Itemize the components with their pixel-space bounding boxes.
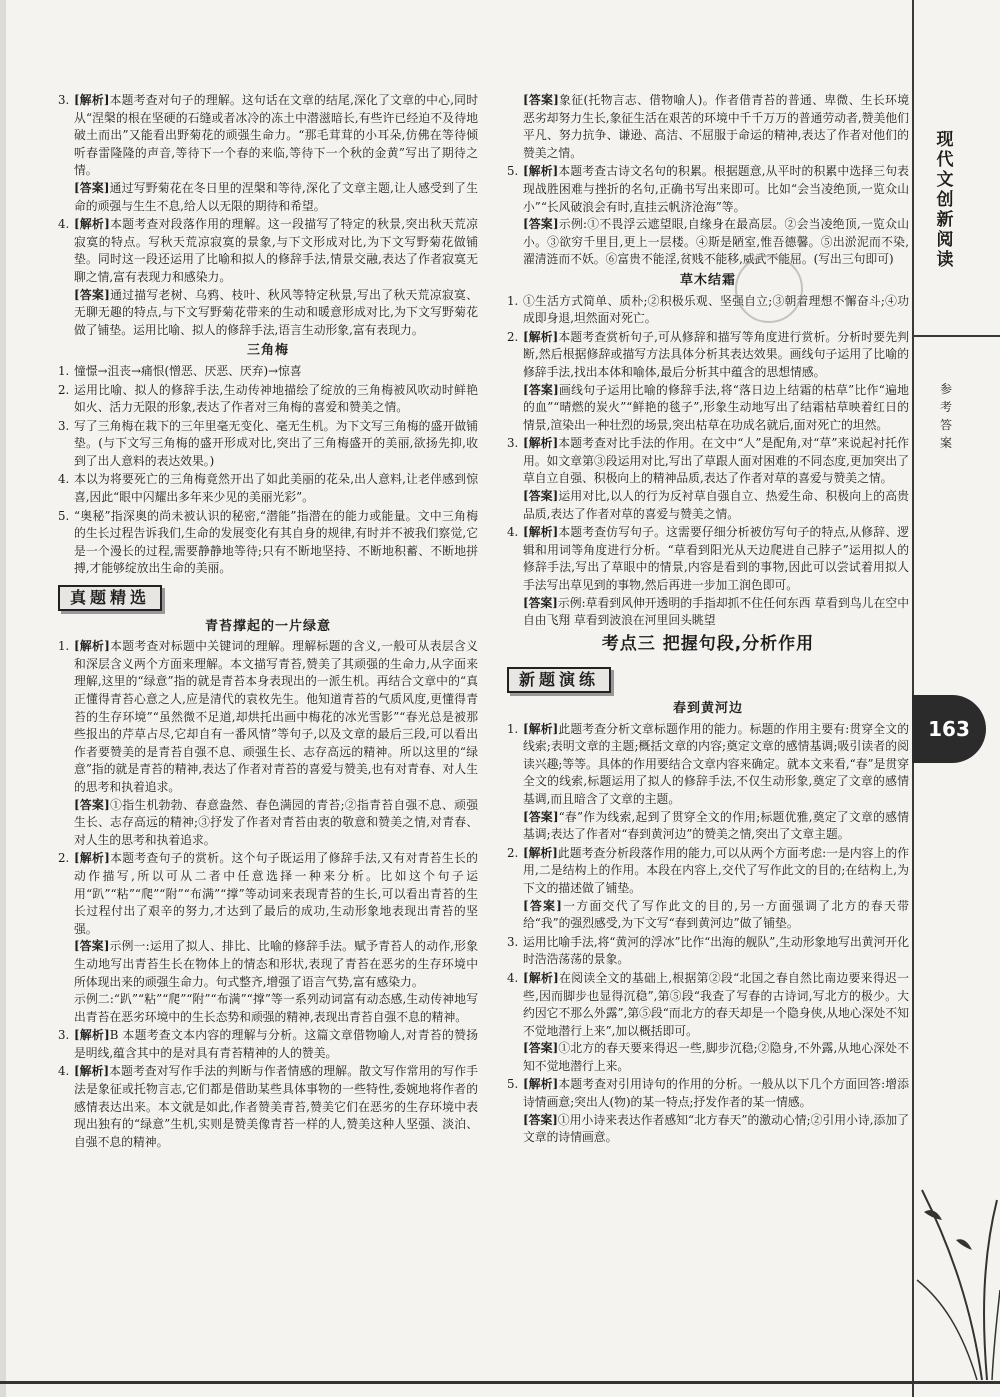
answer-paragraph: [523, 1112, 909, 1147]
heading-sanjiaomei: 三角梅: [246, 343, 289, 359]
answer-paragraph: [74, 1063, 478, 1151]
answer-tag: [解析]: [523, 525, 559, 540]
answer-item: [507, 293, 909, 328]
answer-item: [58, 850, 478, 1026]
answer-tag: [解析]: [74, 639, 110, 654]
answer-tag: [解析]: [523, 164, 559, 179]
page-number: 163: [912, 695, 986, 763]
answer-paragraph: [523, 595, 909, 630]
sidebar-subtitle: 参考答案: [939, 382, 952, 450]
right-top-answers: [507, 92, 909, 269]
answer-text: ①用小诗来表达作者感知“北方春天”的激动心情;②引用小诗,添加了文章的诗情画意。: [523, 1112, 909, 1145]
section-title-kaodian3: 考点三 把握句段,分析作用: [601, 633, 815, 654]
answer-paragraph: [523, 898, 909, 933]
answer-text: ①生活方式简单、质朴;②积极乐观、坚强自立;③朝着理想不懈奋斗;④功成即身退,坦然面对死亡。: [523, 293, 909, 326]
answer-text: 运用比喻、拟人的修辞手法,生动传神地描绘了绽放的三角梅被风吹动时鲜艳如火、活力无限的形象,表达了作者对三角梅的喜爱和赞美之情。: [74, 382, 478, 415]
left-column: [58, 92, 478, 1152]
answer-text: 通过描写老树、乌鸦、枝叶、秋风等特定秋景,写出了秋天荒凉寂寞、无聊无趣的特点,与下文写野菊花带来的生动和暖意形成对比,为下文写野菊花做了铺垫。运用比喻、拟人的修辞手法,语言生动形象,富有表现力。: [74, 287, 478, 337]
answer-tag: [解析]: [74, 217, 110, 232]
answer-tag: [答案]: [523, 93, 559, 107]
answer-text: 本题考查古诗文名句的积累。根据题意,从平时的积累中选择三句表现战胜困难与挫折的名句,正确书写出来即可。比如“会当凌绝顶,一览众山小”“长风破浪会有时,直挂云帆济沧海”等。: [523, 164, 909, 214]
answer-text: 本题考查对比手法的作用。在文中“人”是配角,对“草”来说起衬托作用。如文章第③段运用对比,写出了草跟人面对困难的不同态度,更加突出了草自立自强、积极向上的精神品质,表达了作者对草的喜爱与赞美之情。: [523, 436, 909, 486]
answer-tag: [答案]: [523, 809, 559, 824]
item-number: 1.: [58, 639, 70, 654]
answer-tag: [解析]: [74, 93, 110, 107]
answer-text: 本题考查仿写句子。这需要仔细分析被仿写句子的特点,从修辞、逻辑和用词等角度进行分析。“草看到阳光从天边爬进自己脖子”运用拟人的修辞手法,写出了草眼中的情景,内容是看到的事物,因此可以尝试着用拟人手法写出草见到的事物,然后再进一步加工润色即可。: [523, 525, 909, 593]
answer-text: 通过写野菊花在冬日里的涅槃和等待,深化了文章主题,让人感受到了生命的顽强与生生不息,给人以无限的期待和希望。: [74, 180, 478, 213]
answer-text: “奥秘”指深奥的尚未被认识的秘密,“潜能”指潜在的能力或能量。文中三角梅的生长过程告诉我们,生命的发展变化有其自身的规律,有时并不被我们察觉,它是一个漫长的过程,需要静静地等待;只有不断地坚持、不断地积蓄、不断地拼搏,才能够绽放出生命的美丽。: [74, 508, 478, 576]
item-number: 3.: [507, 436, 519, 451]
answer-item: [507, 163, 909, 269]
answer-text: 示例一:运用了拟人、排比、比喻的修辞手法。赋予青苔人的动作,形象生动地写出青苔生长在物体上的情态和形状,表现了青苔在恶劣的生存环境中所体现出来的顽强生命力。句式整齐,增强了语言气势,富有感染力。: [74, 939, 478, 989]
answer-text: 憧憬→沮丧→痛恨(憎恶、厌恶、厌弃)→惊喜: [74, 363, 302, 378]
answer-text: 本题考查对引用诗句的作用的分析。一般从以下几个方面回答:增添诗情画意;突出人(物)的某一特点;抒发作者的某一情感。: [523, 1077, 909, 1110]
answer-text: 象征(托物言志、借物喻人)。作者借青苔的普通、卑微、生长环境恶劣却努力生长,象征生活在艰苦的环境中千千万万的普通劳动者,赞美他们平凡、努力抗争、谦逊、高洁、不屈服于命运的精神,表达了作者对他们的赞美之情。: [523, 93, 909, 160]
item-number: 1.: [507, 721, 519, 736]
item-number: 5.: [58, 508, 70, 523]
answer-tag: [答案]: [523, 1112, 558, 1127]
answer-text: 本题考查对写作手法的判断与作者情感的理解。散文写作常用的写作手法是象征或托物言志,它们都是借助某些具体事物的一些特性,委婉地将作者的感情表达出来。本文就是如此,作者赞美青苔,赞美它们在恶劣的生存环境中表现出独有的“绿意”生机,实则是赞美像青苔一样的人,赞美这种人坚强、淡泊、自强不息的精神。: [74, 1064, 478, 1149]
item-number: 4.: [58, 217, 70, 232]
answer-text: 本题考查对句子的理解。这句话在文章的结尾,深化了文章的中心,同时从“涅槃的根在坚硬的石缝或者冰冷的冻土中潜滋暗长,有些许已经迫不及待地破土而出”又能看出野菊花的顽强生命力。“那毛茸茸的小耳朵,仿佛在等待倾听春雷隆隆的声音,等待下一个春的来临,等待下一个秋的金黄”写出了期待之情。: [74, 93, 478, 178]
heading-caomu: 草木结霜: [679, 272, 736, 288]
answer-tag: [答案]: [74, 287, 110, 302]
answer-text: 此题考查分析文章标题作用的能力。标题的作用主要有:贯穿全文的线索;表明文章的主题;概括文章的内容;奠定文章的感情基调;吸引读者的阅读兴趣;等等。具体的作用要结合文章内容来确定。就本文来看,“春”是贯穿全文的线索,标题运用了拟人的修辞手法,不仅生动形象,奠定了文章的感情基调,而且暗含了文章的主题。: [523, 721, 909, 806]
answer-text: 运用对比,以人的行为反衬草自强自立、热爱生命、积极向上的高贵品质,表达了作者对草的喜爱与赞美之情。: [523, 489, 909, 521]
answer-text: 示例:①不畏浮云遮望眼,自缘身在最高层。②会当凌绝顶,一览众山小。③欲穷千里目,更上一层楼。④斯是陋室,惟吾德馨。⑤出淤泥而不染,濯清涟而不妖。⑥富贵不能淫,贫贱不能移,威武不能屈。(写出三句即可): [523, 217, 909, 267]
answer-text: 示例:草看到风伸开透明的手指却抓不住任何东西 草看到鸟儿在空中自由飞翔 草看到波浪在河里回头眺望: [523, 595, 909, 628]
answer-text: 本题考查赏析句子,可从修辞和描写等角度进行赏析。分析时要先判断,然后根据修辞或描写方法具体分析其表达效果。画线句子运用了比喻的修辞手法,找出本体和喻体,最后分析其中蕴含的思想情感。: [523, 329, 909, 379]
answer-item: [58, 1027, 478, 1062]
answer-paragraph: [523, 293, 909, 328]
answer-tag: [答案]: [523, 1041, 559, 1056]
sidebar-title: 现代文创新阅读: [936, 130, 954, 270]
answer-paragraph: [523, 970, 909, 1040]
answer-tag: [解析]: [523, 329, 559, 344]
item-number: 5.: [507, 164, 519, 179]
left-top-answers: [58, 92, 478, 339]
answer-paragraph: [523, 721, 909, 809]
answer-paragraph: [523, 435, 909, 488]
page-edge-shadow: [0, 0, 6, 1397]
zhenti-box-title: 真题精选: [58, 585, 162, 611]
sanjiaomei-answers: [58, 363, 478, 578]
answer-item: [58, 508, 478, 578]
item-number: 4.: [507, 970, 519, 985]
answer-paragraph: [523, 382, 909, 435]
answer-item: [507, 845, 909, 933]
answer-paragraph: [74, 1027, 478, 1062]
stamp-seal: [735, 255, 803, 323]
answer-paragraph: [523, 1076, 909, 1111]
answer-paragraph: [523, 934, 909, 969]
answer-text: 本以为将要死亡的三角梅竟然开出了如此美丽的花朵,出人意料,让老伴感到惊喜,因此“眼中闪耀出多年来少见的美丽光彩”。: [74, 472, 478, 505]
xinti-box-title: 新题演练: [507, 667, 611, 693]
answer-tag: [解析]: [523, 970, 559, 985]
answer-tag: [答案]: [523, 382, 559, 397]
bottom-rule: [0, 1381, 1000, 1384]
answer-paragraph: [74, 991, 478, 1026]
answer-paragraph: [74, 938, 478, 991]
answer-text: “春”作为线索,起到了贯穿全文的作用;标题优雅,奠定了文章的感情基调;表达了作者对“春到黄河边”的赞美之情,突出了文章主题。: [523, 809, 909, 842]
answer-tag: [答案]: [74, 939, 110, 954]
answer-tag: [解析]: [523, 845, 558, 860]
answer-paragraph: [74, 797, 478, 850]
caomu-answers: [507, 293, 909, 630]
answer-tag: [答案]: [74, 797, 110, 812]
item-number: 4.: [58, 1064, 70, 1079]
answer-paragraph: [74, 92, 478, 180]
answer-text: 本题考查句子的赏析。这个句子既运用了修辞手法,又有对青苔生长的动作描写,所以可从二者中任意选择一种来分析。比如这个句子运用“趴”“粘”“爬”“附”“布满”“撑”等动词来表现青苔的生长,可以看出青苔的生长过程付出了艰辛的努力,才达到了最后的成功,生动形象地表现出青苔的坚强。: [74, 851, 478, 936]
answer-paragraph: [74, 850, 478, 938]
answer-paragraph: [523, 329, 909, 382]
answer-text: 示例二:“趴”“粘”“爬”“附”“布满”“撑”等一系列动词富有动态感,生动传神地写出青苔在恶劣环境中的生长态势和顽强的精神,表现出青苔自强不息的精神。: [74, 992, 478, 1024]
orchid-decoration-icon: [912, 1130, 1000, 1380]
answer-tag: [解析]: [74, 1028, 110, 1043]
answer-text: ①指生机勃勃、春意盎然、春色满园的青苔;②指青苔自强不息、顽强生长、志存高远的精神;③抒发了作者对青苔由衷的敬意和赞美之情,对青春、对人生的思考和执着追求。: [74, 797, 478, 847]
answer-text: ①北方的春天要来得迟一些,脚步沉稳;②隐身,不外露,从地心深处不知不觉地潜行上来。: [523, 1041, 909, 1073]
item-number: 2.: [507, 329, 519, 344]
answer-item: [507, 721, 909, 844]
heading-chundao: 春到黄河边: [672, 701, 743, 716]
item-number: 3.: [58, 418, 70, 433]
answer-paragraph: [523, 216, 909, 269]
item-number: 4.: [507, 525, 519, 540]
answer-paragraph: [74, 216, 478, 286]
item-number: 1.: [58, 363, 70, 378]
item-number: 1.: [507, 293, 519, 308]
answer-tag: [答案]: [523, 898, 562, 913]
item-number: 3.: [58, 1028, 70, 1043]
answer-item: [58, 92, 478, 215]
answer-item: [58, 382, 478, 417]
answer-paragraph: [74, 638, 478, 796]
answer-paragraph: [523, 488, 909, 523]
answer-paragraph: [523, 163, 909, 216]
answer-paragraph: [523, 92, 909, 162]
answer-tag: [解析]: [74, 1064, 110, 1079]
answer-text: 运用比喻手法,将“黄河的浮冰”比作“出海的舰队”,生动形象地写出黄河开化时浩浩荡荡的景象。: [523, 934, 909, 967]
answer-text: 本题考查对标题中关键词的理解。理解标题的含义,一般可从表层含义和深层含义两个方面来理解。本文描写青苔,赞美了其顽强的生命力,从字面来理解,这里的“绿意”指的就是青苔本身表现出的一派生机。再结合文章中的“真正懂得青苔心意之人,应是清代的袁枚先生。他知道青苔的气质风度,更懂得青苔的生存环境”“虽然微不足道,却烘托出画中梅花的冰光雪影”“春光总是被那些报出的芹草占尽,它却自有一番风情”等句子,以及文章的最后三段,可以看出作者要赞美的是青苔自强不息、顽强生长、志存高远的精神。所以这里的“绿意”指的就是青苔的精神,表达了作者对青苔的喜爱与赞美,也有对青春、对人生的思考和执着追求。: [74, 639, 478, 794]
answer-item: [58, 1063, 478, 1151]
answer-tag: [解析]: [523, 1077, 559, 1092]
item-number: 3.: [58, 93, 70, 107]
qingtai-answers: [58, 638, 478, 1151]
answer-item: [507, 524, 909, 630]
answer-item: [507, 1076, 909, 1146]
answer-text: 画线句子运用比喻的修辞手法,将“落日边上结霜的枯草”比作“遍地的血”“晴燃的炭火”“鲜艳的毯子”,形象生动地写出了结霜枯草映着红日的情景,渲染出一种壮烈的场景,突出枯草在功成名就后,面对死亡的坦然。: [523, 382, 909, 432]
answer-item: [58, 363, 478, 381]
answer-text: 此题考查分析段落作用的能力,可以从两个方面考虑:一是内容上的作用,二是结构上的作用。本段在内容上,交代了写作此文的目的;在结构上,为下文的描述做了铺垫。: [523, 845, 909, 895]
answer-item: [58, 471, 478, 506]
answer-tag: [解析]: [523, 721, 559, 736]
answer-paragraph: [74, 180, 478, 215]
answer-text: B 本题考查文本内容的理解与分析。这篇文章借物喻人,对青苔的赞扬是明线,蕴含其中的是对具有青苔精神的人的赞美。: [74, 1028, 479, 1060]
sidebar-hline: [912, 335, 1000, 337]
answer-item: [507, 435, 909, 523]
item-number: 2.: [58, 382, 70, 397]
answer-item: [507, 970, 909, 1076]
answer-paragraph: [523, 809, 909, 844]
answer-item: [507, 934, 909, 969]
answer-paragraph: [523, 845, 909, 898]
item-number: 2.: [507, 845, 519, 860]
answer-item: [507, 329, 909, 435]
answer-tag: [解析]: [74, 851, 110, 866]
answer-tag: [解析]: [523, 436, 559, 451]
item-number: 4.: [58, 472, 70, 487]
answer-tag: [答案]: [523, 217, 559, 232]
answer-item: [58, 216, 478, 339]
answer-item: [507, 92, 909, 162]
answer-text: 在阅读全文的基础上,根据第②段“北国之春自然比南边要来得迟一些,因而脚步也显得沉稳”,第⑤段“我查了写春的古诗词,写北方的极少。大约因它不那么外露”,第⑤段“而北方的春天却是一个隐身侠,从地心深处不知不觉地潜行上来”,加以概括即可。: [523, 970, 909, 1038]
answer-tag: [答案]: [74, 180, 110, 195]
item-number: 3.: [507, 934, 519, 949]
answer-paragraph: [74, 287, 478, 340]
answer-item: [58, 418, 478, 471]
heading-qingtai: 青苔撑起的一片绿意: [204, 618, 331, 634]
answer-tag: [答案]: [523, 489, 559, 504]
item-number: 2.: [58, 851, 70, 866]
answer-text: 本题考查对段落作用的理解。这一段描写了特定的秋景,突出秋天荒凉寂寞的特点。写秋天荒凉寂寞的景象,与下文形成对比,为下文写野菊花做铺垫。同时这一段还运用了比喻和拟人的修辞手法,情景交融,表达了作者寂寞无聊之情,富有表现力和感染力。: [74, 217, 478, 284]
chundao-answers: [507, 721, 909, 1147]
right-column: [507, 92, 909, 1148]
answer-text: 一方面交代了写作此文的目的,另一方面强调了北方的春天带给“我”的强烈感受,为下文写“春到黄河边”做了铺垫。: [523, 898, 909, 931]
answer-paragraph: [523, 1040, 909, 1075]
answer-item: [58, 638, 478, 849]
answer-tag: [答案]: [523, 595, 558, 610]
item-number: 5.: [507, 1077, 519, 1092]
answer-text: 写了三角梅在栽下的三年里毫无变化、毫无生机。为下文写三角梅的盛开做铺垫。(与下文写三角梅的盛开形成对比,突出了三角梅盛开的美丽,欲扬先抑,收到了出人意料的表达效果。): [74, 418, 478, 468]
answer-paragraph: [523, 524, 909, 594]
